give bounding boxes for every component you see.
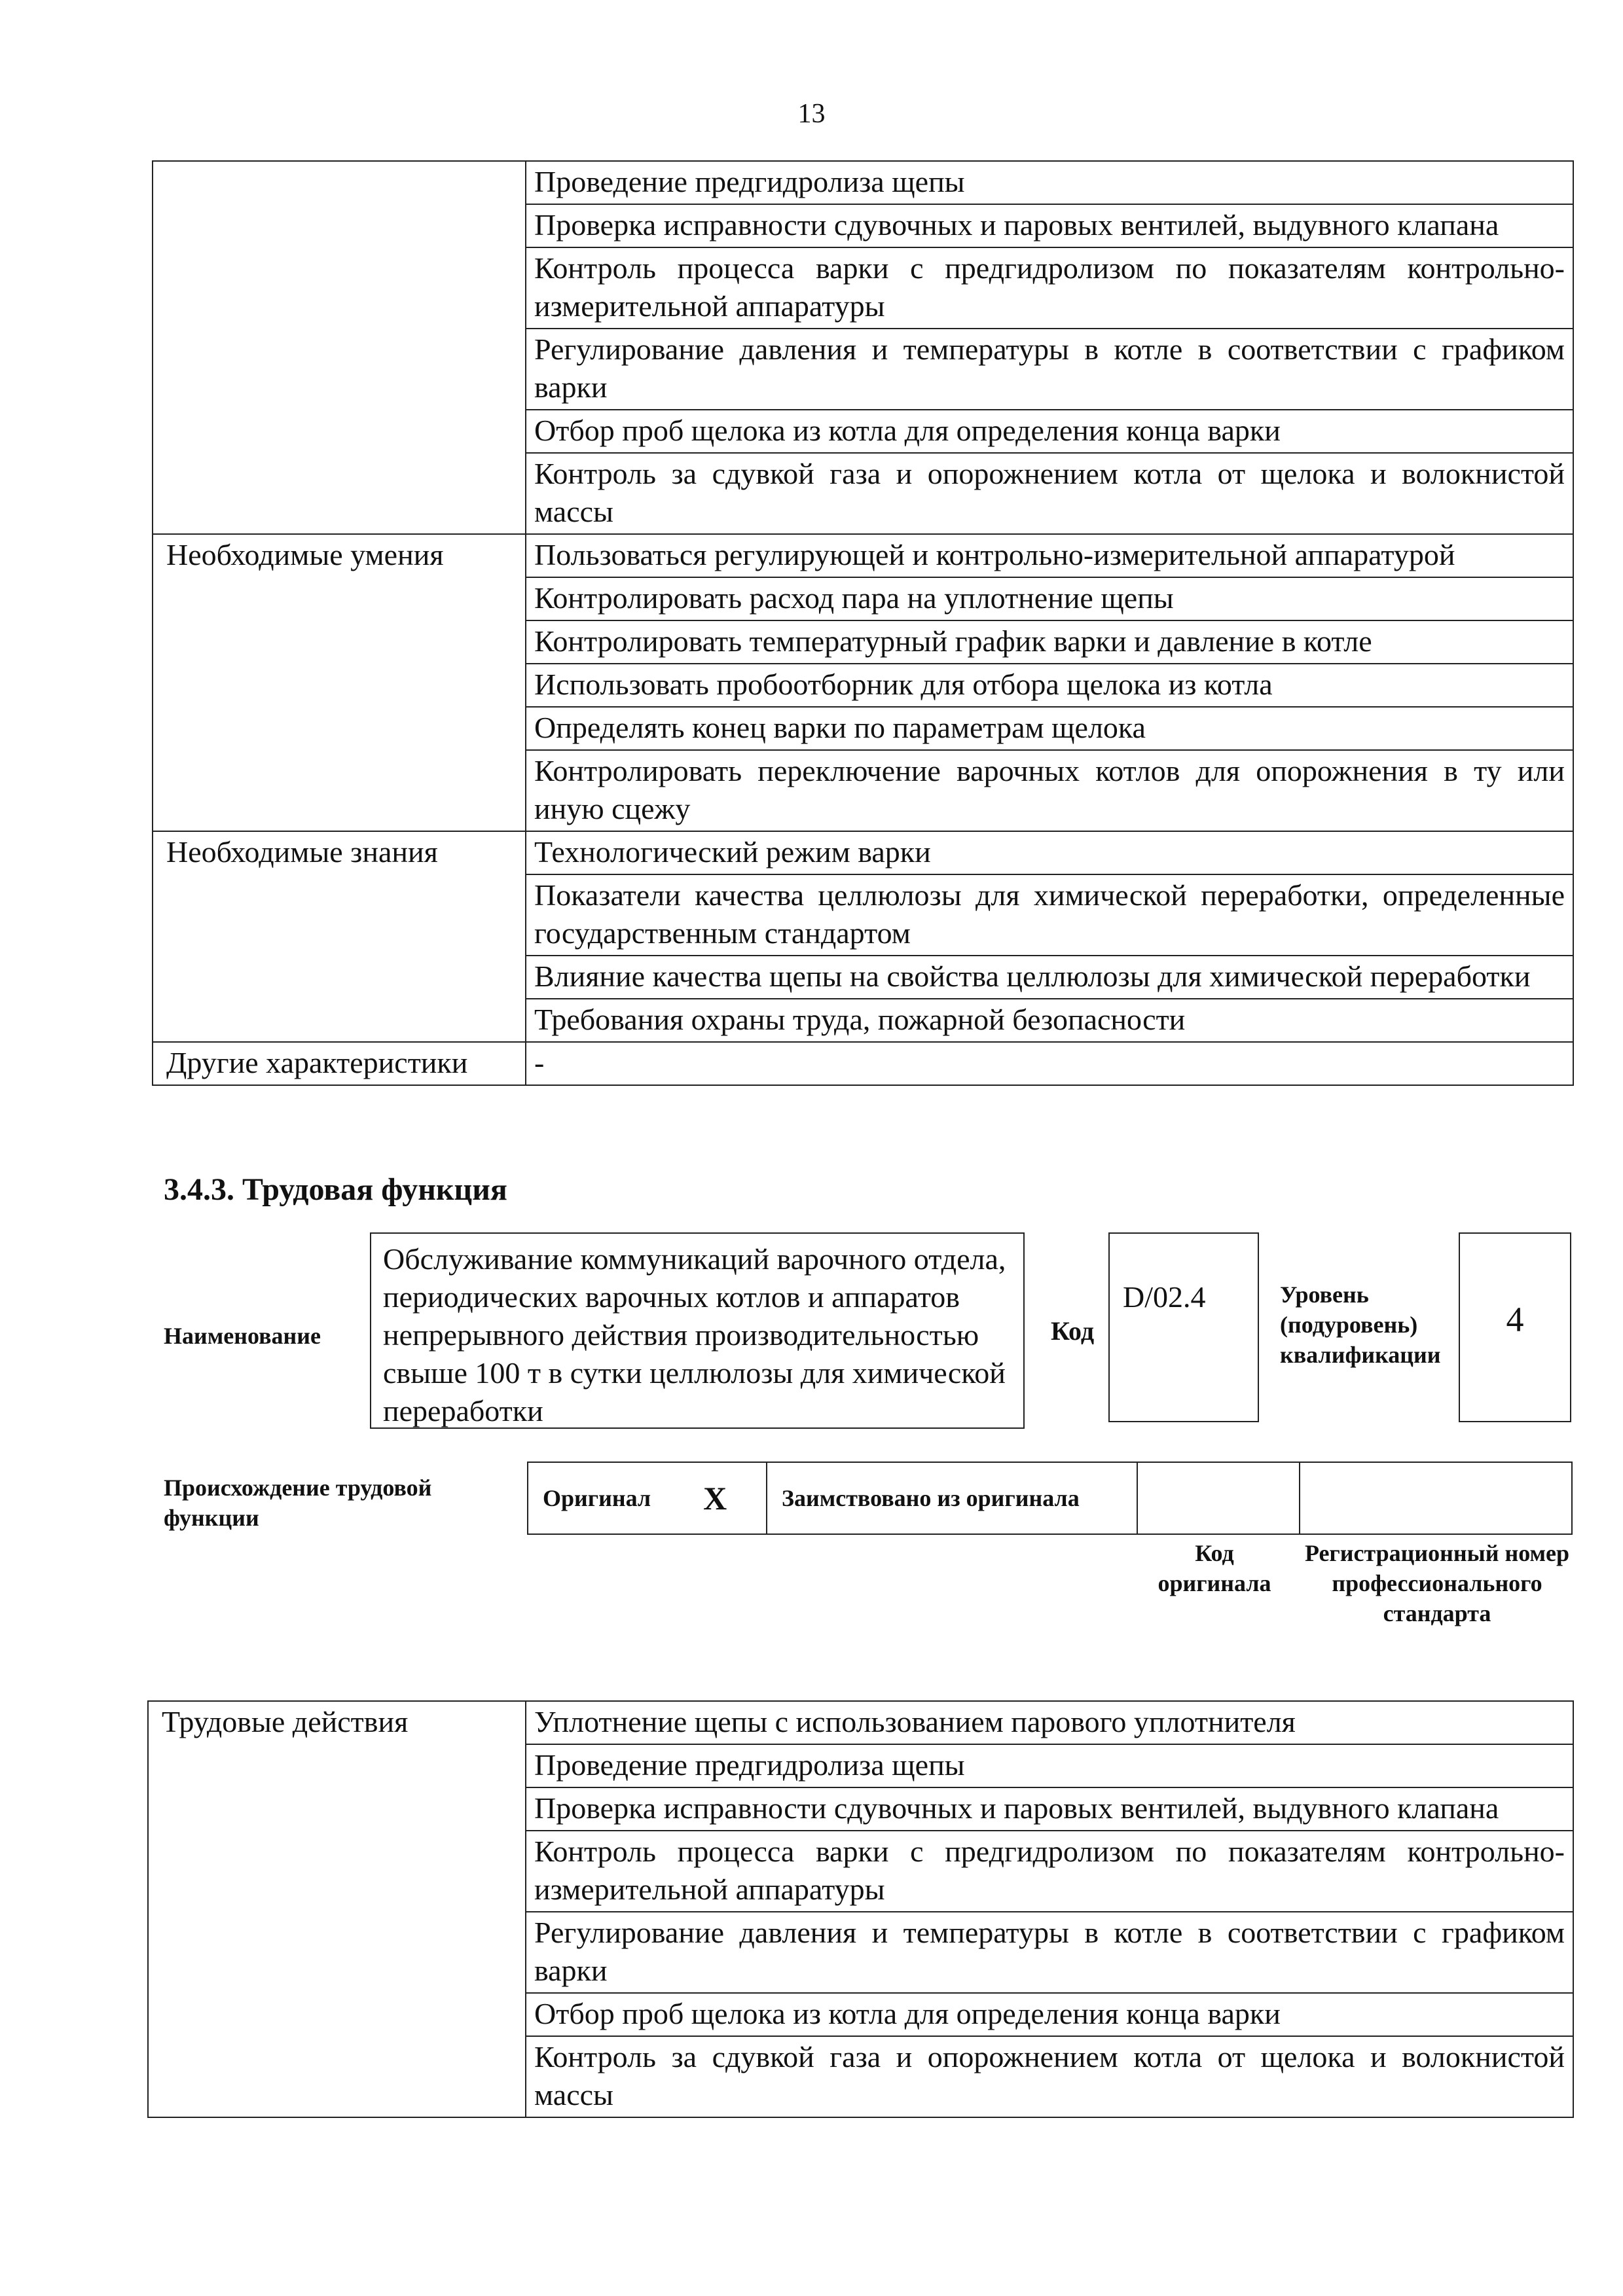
caption-registration-number: Регистрационный номер профессионального стандарта xyxy=(1304,1540,1570,1626)
labor-action-item: Проведение предгидролиза щепы xyxy=(526,1744,1573,1787)
origin-original-label: Оригинал xyxy=(543,1485,651,1511)
row-item-text: Пользоваться регулирующей и контрольно-измерительной аппаратурой xyxy=(526,534,1573,577)
labor-action-item: Уплотнение щепы с использованием парового уплотнителя xyxy=(526,1701,1573,1744)
origin-code-cell xyxy=(1138,1463,1300,1534)
origin-label: Происхождение трудовой функции xyxy=(164,1475,432,1531)
table-row xyxy=(153,831,1573,874)
labor-action-item: Контроль процесса варки с предгидролизом по показателям контрольно-измерительной аппаратуры xyxy=(526,1831,1573,1912)
labor-actions-label: Трудовые действия xyxy=(148,1701,526,2117)
requirements-table xyxy=(152,160,1574,1086)
table-row xyxy=(153,161,1573,204)
table-row xyxy=(153,534,1573,577)
row-item-text: Проверка исправности сдувочных и паровых вентилей, выдувного клапана xyxy=(526,204,1573,247)
row-item-text: Контролировать температурный график варки и давление в котле xyxy=(526,620,1573,664)
table-row xyxy=(153,1042,1573,1085)
row-item-text: Контроль процесса варки с предгидролизом по показателям контрольно-измерительной аппаратуры xyxy=(526,247,1573,329)
row-item-text: Контроль за сдувкой газа и опорожнением котла от щелока и волокнистой массы xyxy=(526,453,1573,534)
row-item-text: Регулирование давления и температуры в котле в соответствии с графиком варки xyxy=(526,329,1573,410)
row-item-text: Определять конец варки по параметрам щелока xyxy=(526,707,1573,750)
origin-mark: X xyxy=(703,1480,727,1516)
labor-action-item: Регулирование давления и температуры в котле в соответствии с графиком варки xyxy=(526,1912,1573,1993)
row-item-text: Использовать пробоотборник для отбора щелока из котла xyxy=(526,664,1573,707)
name-label: Наименование xyxy=(164,1323,321,1349)
caption-original-code: Код оригинала xyxy=(1158,1540,1271,1596)
row-item-text: Требования охраны труда, пожарной безопасности xyxy=(526,999,1573,1042)
row-item-text: Контролировать расход пара на уплотнение щепы xyxy=(526,577,1573,620)
table-row xyxy=(148,1701,1573,1744)
page-number: 13 xyxy=(797,99,826,129)
labor-action-item: Проверка исправности сдувочных и паровых вентилей, выдувного клапана xyxy=(526,1787,1573,1831)
row-item-text: Показатели качества целлюлозы для химической переработки, определенные государственным стандартом xyxy=(526,874,1573,956)
row-item-text: Влияние качества щепы на свойства целлюлозы для химической переработки xyxy=(526,956,1573,999)
origin-borrowed-label: Заимствовано из оригинала xyxy=(782,1485,1080,1511)
origin-original-cell xyxy=(528,1463,767,1534)
origin-row xyxy=(527,1462,1573,1535)
section-heading: 3.4.3. Трудовая функция xyxy=(164,1172,507,1207)
row-item-text: Отбор проб щелока из котла для определения конца варки xyxy=(526,410,1573,453)
labor-actions-table xyxy=(147,1700,1574,2118)
row-item-text: Контролировать переключение варочных котлов для опорожнения в ту или иную сцежу xyxy=(526,750,1573,831)
function-code-box: D/02.4 xyxy=(1108,1232,1259,1422)
labor-action-item: Отбор проб щелока из котла для определения конца варки xyxy=(526,1993,1573,2036)
row-group-label: Необходимые умения xyxy=(153,534,526,831)
row-item-text: Технологический режим варки xyxy=(526,831,1573,874)
level-label: Уровень (подуровень) квалификации xyxy=(1280,1282,1441,1368)
row-group-label: Необходимые знания xyxy=(153,831,526,1042)
code-label: Код xyxy=(1051,1316,1095,1346)
level-box: 4 xyxy=(1459,1232,1571,1422)
row-item-text: Проведение предгидролиза щепы xyxy=(526,161,1573,204)
origin-borrowed-cell xyxy=(767,1463,1138,1534)
function-name-box: Обслуживание коммуникаций варочного отдела, периодических варочных котлов и аппаратов непрерывного действия производительностью свыше 100 т в сутки целлюлозы для химической переработки xyxy=(370,1232,1025,1429)
origin-reg-cell xyxy=(1300,1463,1571,1534)
row-group-label: Другие характеристики xyxy=(153,1042,526,1085)
labor-action-item: Контроль за сдувкой газа и опорожнением котла от щелока и волокнистой массы xyxy=(526,2036,1573,2117)
row-item-text: - xyxy=(526,1042,1573,1085)
row-group-label xyxy=(153,161,526,534)
